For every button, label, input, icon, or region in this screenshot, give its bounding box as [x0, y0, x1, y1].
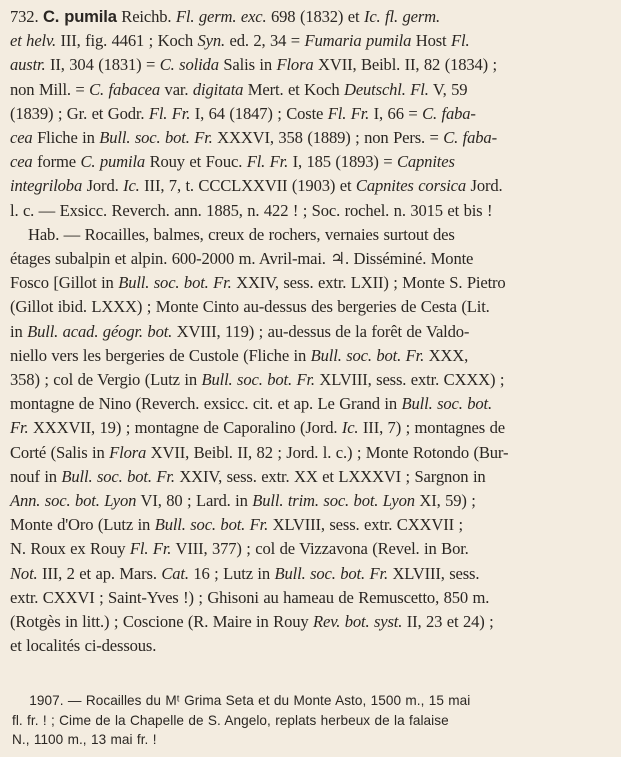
text-run: niello vers les bergeries de Custole (Fliche in [10, 345, 311, 365]
entry-line [0, 271, 621, 295]
entry-line [0, 223, 621, 247]
text-run: Mert. et Koch [243, 79, 344, 99]
text-run: Host [411, 31, 451, 51]
text-run: I, 185 (1893) = [288, 152, 397, 172]
text-run: Monte d'Oro (Lutz in [10, 515, 155, 535]
entry-line [0, 537, 621, 561]
text-run: extr. CXXVI ; Saint-Yves !) ; Ghisoni au hameau de Remuscetto, 850 m. [10, 587, 490, 607]
text-run: Reichb. [116, 7, 176, 26]
italic-citation: Bull. soc. bot. Fr. [201, 370, 315, 389]
text-run: var. [160, 79, 193, 99]
entry-line [0, 29, 621, 53]
italic-citation: Bull. soc. bot. Fr. [61, 466, 175, 486]
entry-line [0, 247, 621, 271]
text-run: XLVIII, sess. [387, 563, 480, 583]
italic-citation: Capnites [396, 152, 455, 172]
entry-line [0, 586, 621, 610]
text-run: in [10, 321, 28, 341]
text-run: Salis in [218, 55, 277, 75]
entry-line [0, 610, 621, 634]
italic-citation: Bull. soc. bot. Fr. [154, 515, 269, 535]
italic-citation: Deutschl. Fl. [343, 79, 429, 99]
text-run: fl. fr. ! ; Cime de la Chapelle de S. Angelo, replats herbeux de la falaise [12, 712, 449, 728]
text-run: XI, 59) ; [414, 491, 476, 510]
entry-line [0, 199, 621, 223]
text-run: III, 7, t. CCCLXXVII (1903) et [139, 176, 356, 196]
text-run: XVIII, 119) ; au-dessus de la forêt de Valdo- [172, 321, 470, 341]
text-run: 698 (1832) et [266, 7, 364, 26]
entry-line [0, 562, 621, 586]
text-run: III, 2 et ap. Mars. [37, 563, 162, 583]
italic-citation: Bull. soc. bot. Fr. [274, 563, 388, 583]
text-run: Fosco [Gillot in [10, 273, 119, 293]
entry-line [0, 320, 621, 344]
italic-citation: Fl. Fr. [129, 539, 172, 559]
italic-citation: Fl. [451, 31, 470, 51]
text-run: XVII, Beibl. II, 82 ; Jord. l. c.) ; Monte Rotondo (Bur- [146, 442, 509, 462]
italic-citation: Bull. trim. soc. bot. Lyon [252, 491, 415, 510]
entry-line [0, 53, 621, 77]
entry-line [0, 78, 621, 102]
text-run: II, 23 et 24) ; [402, 612, 494, 631]
italic-citation: Cat. [161, 563, 189, 583]
text-run: Rouy et Fouc. [145, 152, 247, 172]
italic-citation: Fr. [10, 418, 29, 438]
italic-citation: C. faba- [443, 128, 497, 147]
italic-citation: Bull. acad. géogr. bot. [27, 321, 173, 341]
italic-citation: Rev. bot. syst. [313, 612, 403, 631]
entry-line [0, 150, 621, 174]
text-run: l. c. — Exsicc. Reverch. ann. 1885, n. 422 ! ; Soc. rochel. n. 3015 et bis ! [10, 200, 493, 220]
entry-line [0, 5, 621, 29]
italic-citation: Fl. Fr. [246, 152, 289, 172]
text-run: VIII, 377) ; col de Vizzavona (Revel. in Bor. [171, 539, 469, 559]
text-run: (1839) ; Gr. et Godr. [10, 103, 149, 123]
text-run: Hab. — Rocailles, balmes, creux de rochers, vernaies surtout des [10, 224, 455, 244]
footnote-line [0, 728, 621, 752]
italic-citation: integriloba [10, 176, 83, 196]
entry-line [0, 368, 621, 392]
text-run: XXXVI, 358 (1889) ; non Pers. = [212, 128, 444, 147]
entry-line [0, 174, 621, 198]
italic-citation: Ic. fl. germ. [363, 7, 440, 26]
text-run: II, 304 (1831) = [45, 55, 160, 75]
text-run: étages subalpin et alpin. 600-2000 m. Avril-mai. ♃. Disséminé. Monte [10, 249, 474, 268]
italic-citation: Flora [109, 442, 147, 462]
italic-citation: Not. [10, 563, 38, 583]
text-run: 358) ; col de Vergio (Lutz in [10, 370, 202, 389]
italic-citation: C. pumila [80, 152, 146, 172]
italic-citation: austr. [10, 55, 46, 75]
italic-citation: Flora [276, 55, 314, 75]
text-run: forme [32, 152, 81, 172]
text-run: III, 7) ; montagnes de [358, 418, 505, 438]
italic-citation: cea [10, 128, 33, 147]
text-run: I, 64 (1847) ; Coste [190, 103, 328, 123]
italic-citation: Fumaria pumila [304, 31, 412, 51]
entry-line [0, 126, 621, 150]
entry-line [0, 102, 621, 126]
italic-citation: digitata [192, 79, 244, 99]
italic-citation: C. faba- [422, 103, 476, 123]
text-run: N. Roux ex Rouy [10, 539, 130, 559]
text-run: Corté (Salis in [10, 442, 110, 462]
text-run: III, fig. 4461 ; Koch [55, 31, 198, 51]
entry-line [0, 513, 621, 537]
text-run: 1907. — Rocailles du Mᵗ Grima Seta et du Monte Asto, 1500 m., 15 mai [12, 693, 471, 708]
italic-citation: et helv. [10, 31, 56, 51]
text-run: VI, 80 ; Lard. in [136, 491, 253, 510]
text-run: (Gillot ibid. LXXX) ; Monte Cinto au-dessus des bergeries de Cesta (Lit. [10, 297, 490, 317]
italic-citation: Fl. Fr. [327, 103, 370, 123]
entry-line [0, 416, 621, 440]
entry-line [0, 392, 621, 416]
text-run: XXIV, sess. extr. XX et LXXXVI ; Sargnon in [174, 466, 486, 486]
text-run: N., 1100 m., 13 mai fr. ! [12, 732, 157, 747]
text-run: XXIV, sess. extr. LXII) ; Monte S. Pietro [231, 273, 506, 293]
text-run: nouf in [10, 466, 62, 486]
entry-line [0, 344, 621, 368]
entry-line [0, 441, 621, 465]
text-run: XXX, [424, 345, 469, 365]
text-run: non Mill. = [10, 79, 90, 99]
italic-citation: Bull. soc. bot. Fr. [310, 345, 425, 365]
text-run: (Rotgès in litt.) ; Coscione (R. Maire in Rouy [10, 612, 314, 631]
species-name: C. pumila [42, 7, 117, 26]
text-run: I, 66 = [369, 103, 423, 123]
text-run: XXXVII, 19) ; montagne de Caporalino (Jord. [28, 418, 342, 438]
text-run: V, 59 [428, 79, 468, 99]
text-run: et localités ci-dessous. [10, 636, 157, 656]
italic-citation: C. solida [159, 55, 219, 75]
text-run: montagne de Nino (Reverch. exsicc. cit. et ap. Le Grand in [10, 394, 402, 414]
italic-citation: Syn. [197, 31, 225, 51]
entry-line [0, 634, 621, 658]
italic-citation: Ic. [341, 418, 359, 438]
text-run: ed. 2, 34 = [225, 31, 305, 51]
italic-citation: Bull. soc. bot. Fr. [118, 273, 232, 293]
text-run: XLVIII, sess. extr. CXXX) ; [314, 370, 505, 389]
entry-line [0, 489, 621, 513]
italic-citation: Fl. germ. exc. [175, 7, 267, 26]
italic-citation: Bull. soc. bot. Fr. [99, 128, 213, 147]
text-run: Jord. [82, 176, 124, 196]
entry-line [0, 465, 621, 489]
text-run: 732. [10, 7, 43, 26]
italic-citation: Ann. soc. bot. Lyon [10, 491, 137, 510]
text-run: Jord. [466, 176, 503, 196]
text-run: XLVIII, sess. extr. CXXVII ; [268, 515, 463, 535]
italic-citation: Bull. soc. bot. [401, 394, 493, 414]
italic-citation: C. fabacea [89, 79, 161, 99]
text-run: 16 ; Lutz in [188, 563, 275, 583]
italic-citation: Fl. Fr. [148, 103, 191, 123]
text-run: XVII, Beibl. II, 82 (1834) ; [313, 55, 497, 75]
italic-citation: Ic. [123, 176, 140, 196]
italic-citation: Capnites corsica [355, 176, 467, 196]
italic-citation: cea [10, 152, 33, 172]
text-run: Fliche in [32, 128, 100, 147]
entry-line [0, 295, 621, 319]
